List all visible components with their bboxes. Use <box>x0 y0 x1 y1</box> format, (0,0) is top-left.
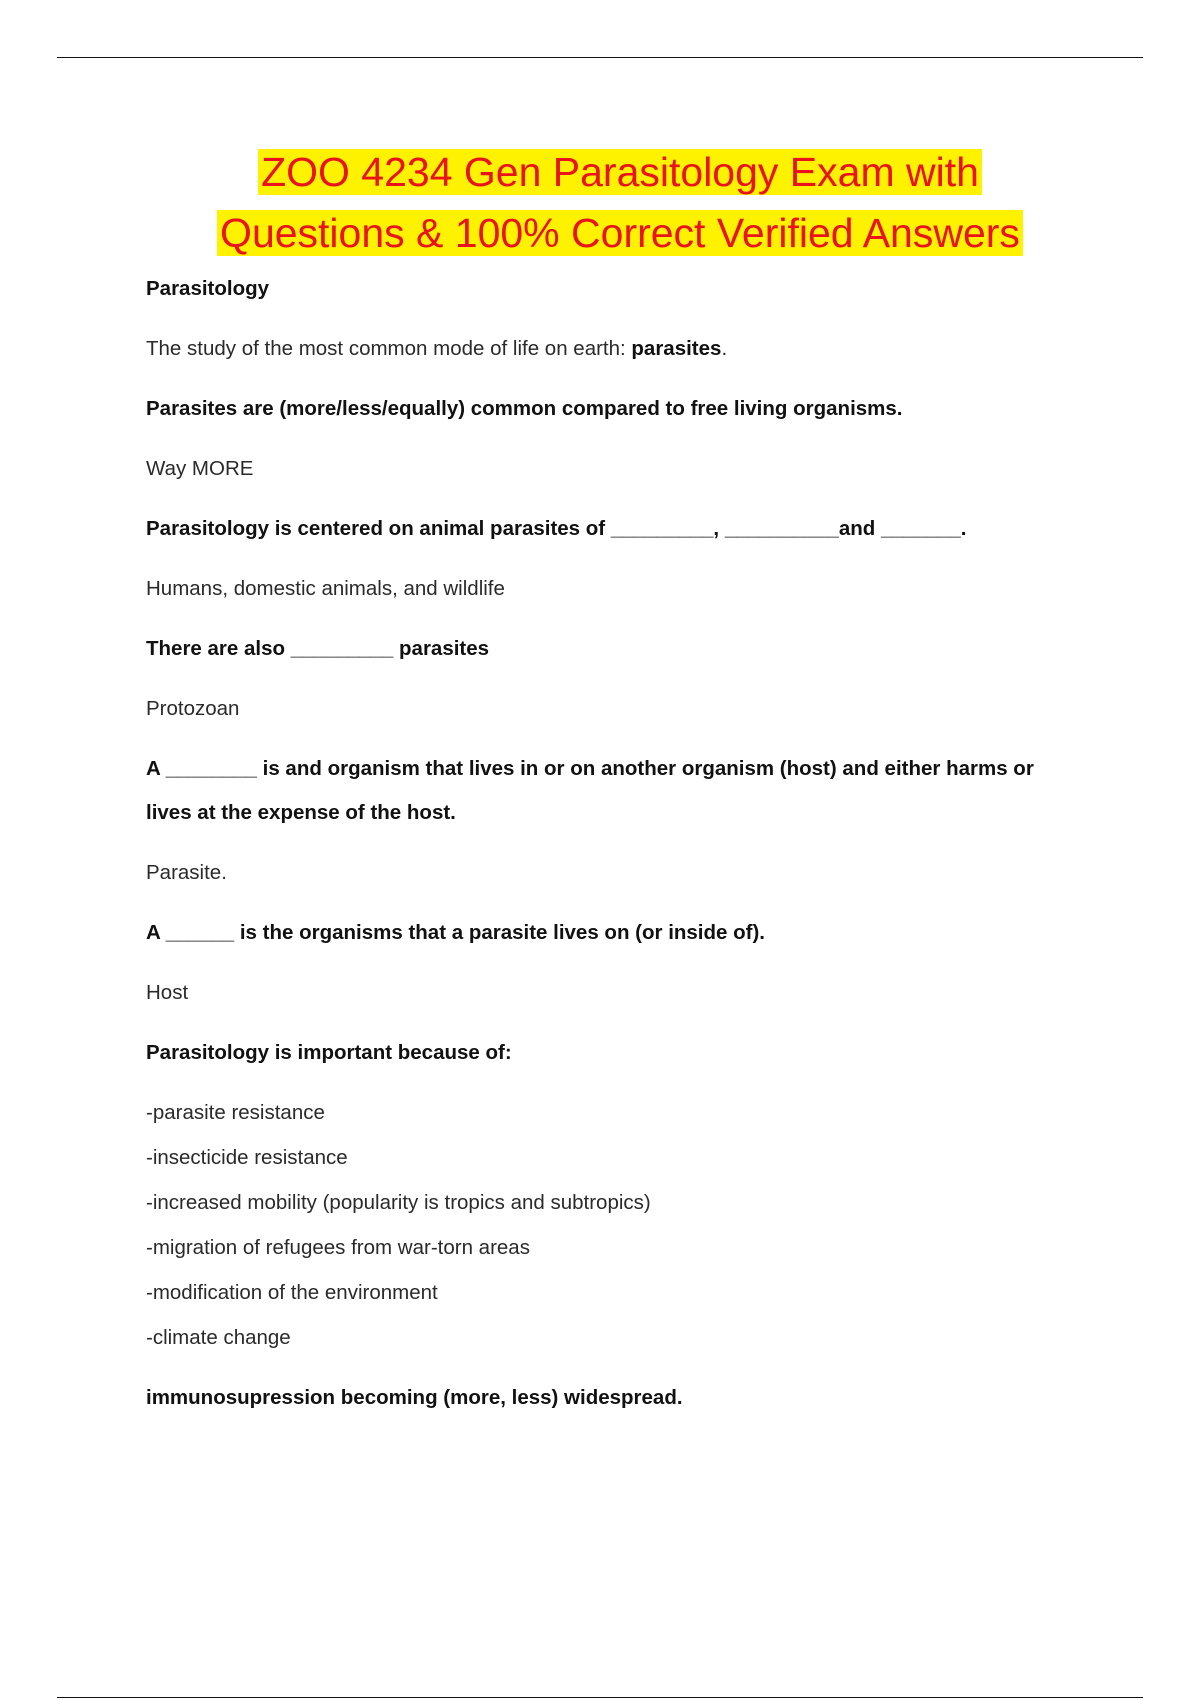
answer-2: Humans, domestic animals, and wildlife <box>146 577 505 600</box>
list-item: -migration of refugees from war-torn areas <box>146 1236 530 1259</box>
bottom-rule <box>57 1697 1143 1698</box>
question-3: There are also _________ parasites <box>146 637 490 660</box>
document-body <box>146 275 1086 1412</box>
answer-definition <box>146 335 1086 363</box>
question-4-line-1: A ________ is and organism that lives in or on another organism (host) and either harms or <box>146 757 1034 780</box>
list-item: -modification of the environment <box>146 1281 438 1304</box>
answer-1: Way MORE <box>146 457 254 480</box>
top-rule <box>57 57 1143 58</box>
question-5: A ______ is the organisms that a parasite lives on (or inside of). <box>146 921 765 944</box>
list-item: -parasite resistance <box>146 1101 325 1124</box>
question-7: immunosupression becoming (more, less) widespread. <box>146 1386 683 1409</box>
answer-5: Host <box>146 981 189 1004</box>
list-item: -climate change <box>146 1326 291 1349</box>
answer-3: Protozoan <box>146 697 240 720</box>
question-1: Parasites are (more/less/equally) common compared to free living organisms. <box>146 397 903 420</box>
definition-end: . <box>721 337 728 360</box>
question-4-line-2: lives at the expense of the host. <box>146 801 456 824</box>
question-2: Parasitology is centered on animal parasites of _________, __________and _______. <box>146 517 967 540</box>
list-item: -insecticide resistance <box>146 1146 348 1169</box>
question-6: Parasitology is important because of: <box>146 1041 512 1064</box>
title-line-2: Questions & 100% Correct Verified Answers <box>217 210 1023 256</box>
answer-4: Parasite. <box>146 861 227 884</box>
definition-bold: parasites <box>631 337 722 360</box>
section-heading: Parasitology <box>146 277 270 300</box>
definition-text: The study of the most common mode of life on earth: <box>146 337 632 360</box>
list-item: -increased mobility (popularity is tropics and subtropics) <box>146 1191 651 1214</box>
document-title <box>0 142 1200 264</box>
title-line-1: ZOO 4234 Gen Parasitology Exam with <box>258 149 982 195</box>
